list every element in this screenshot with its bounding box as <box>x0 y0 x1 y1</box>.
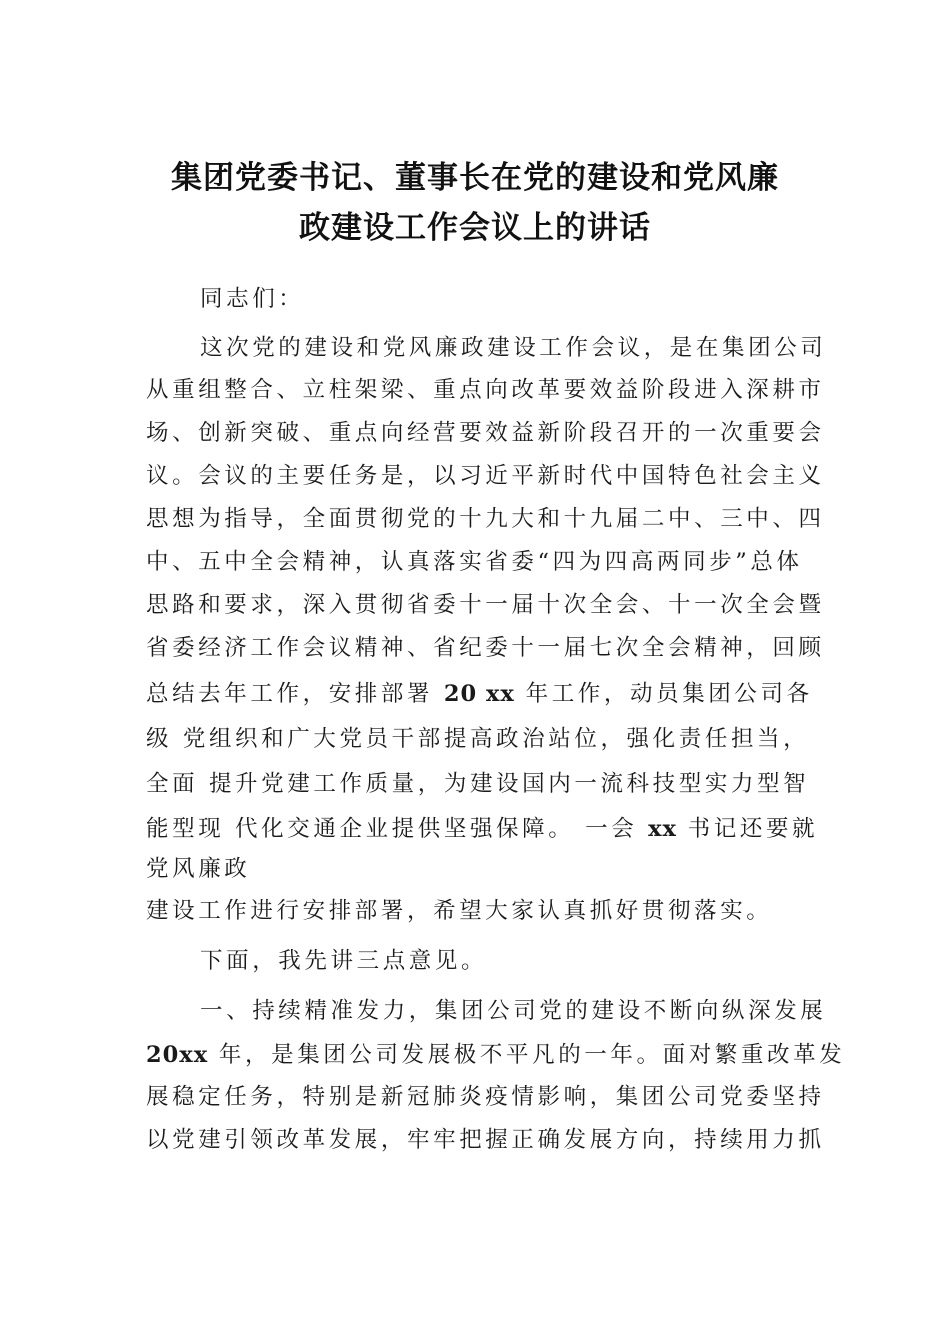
paragraph-1-line-14: 建设工作进行安排部署，希望大家认真抓好贯彻落实。 <box>146 898 773 924</box>
paragraph-1-line-9 <box>146 679 813 709</box>
paragraph-1-line-13: 党风廉政 <box>146 856 251 882</box>
section-1-heading: 一、持续精准发力，集团公司党的建设不断向纵深发展 <box>200 998 827 1024</box>
paragraph-1-line-2: 从重组整合、立柱架梁、重点向改革要效益阶段进入深耕市 <box>146 377 825 403</box>
paragraph-3-line-4: 以党建引领改革发展，牢牢把握正确发展方向，持续用力抓 <box>146 1127 825 1153</box>
name-placeholder: xx <box>648 816 677 842</box>
paragraph-3-line-2-rest: 年，是集团公司发展极不平凡的一年。面对繁重改革发 <box>208 1042 846 1068</box>
paragraph-3-line-3: 展稳定任务，特别是新冠肺炎疫情影响，集团公司党委坚持 <box>146 1084 825 1110</box>
paragraph-1-line-11: 全面 提升党建工作质量，为建设国内一流科技型实力型智 <box>146 771 810 797</box>
paragraph-1-line-12 <box>146 814 818 844</box>
year-placeholder-2: 20xx <box>146 1042 209 1068</box>
paragraph-1-line-3: 场、创新突破、重点向经营要效益新阶段召开的一次重要会 <box>146 420 825 446</box>
document-title-line-1: 集团党委书记、董事长在党的建设和党风廉 <box>171 160 779 196</box>
year-placeholder: 20 xx <box>443 681 515 707</box>
paragraph-1-line-8: 省委经济工作会议精神、省纪委十一届七次全会精神，回顾 <box>146 635 825 661</box>
salutation: 同志们： <box>200 286 305 312</box>
paragraph-1-line-12-part-c: 书记还要就 <box>676 816 819 842</box>
paragraph-1-line-9-part-c: 年工作，动员集团公司各 <box>514 681 813 707</box>
paragraph-1-line-4: 议。会议的主要任务是，以习近平新时代中国特色社会主义 <box>146 463 825 489</box>
paragraph-1-line-10: 级 党组织和广大党员干部提高政治站位，强化责任担当， <box>146 726 810 752</box>
paragraph-1-line-6: 中、五中全会精神，认真落实省委“四为四高两同步”总体 <box>146 549 803 575</box>
paragraph-1-line-7: 思路和要求，深入贯彻省委十一届十次全会、十一次全会暨 <box>146 592 825 618</box>
paragraph-1-line-5: 思想为指导，全面贯彻党的十九大和十九届二中、三中、四 <box>146 506 825 532</box>
paragraph-3-line-2 <box>146 1040 845 1070</box>
paragraph-2: 下面，我先讲三点意见。 <box>200 948 488 974</box>
paragraph-1-line-12-part-a: 能型现 代化交通企业提供坚强保障。 一会 <box>146 816 649 842</box>
paragraph-1-line-9-part-a: 总结去年工作，安排部署 <box>146 681 444 707</box>
paragraph-1-line-1: 这次党的建设和党风廉政建设工作会议，是在集团公司 <box>200 335 827 361</box>
document-title-line-2: 政建设工作会议上的讲话 <box>299 210 651 246</box>
